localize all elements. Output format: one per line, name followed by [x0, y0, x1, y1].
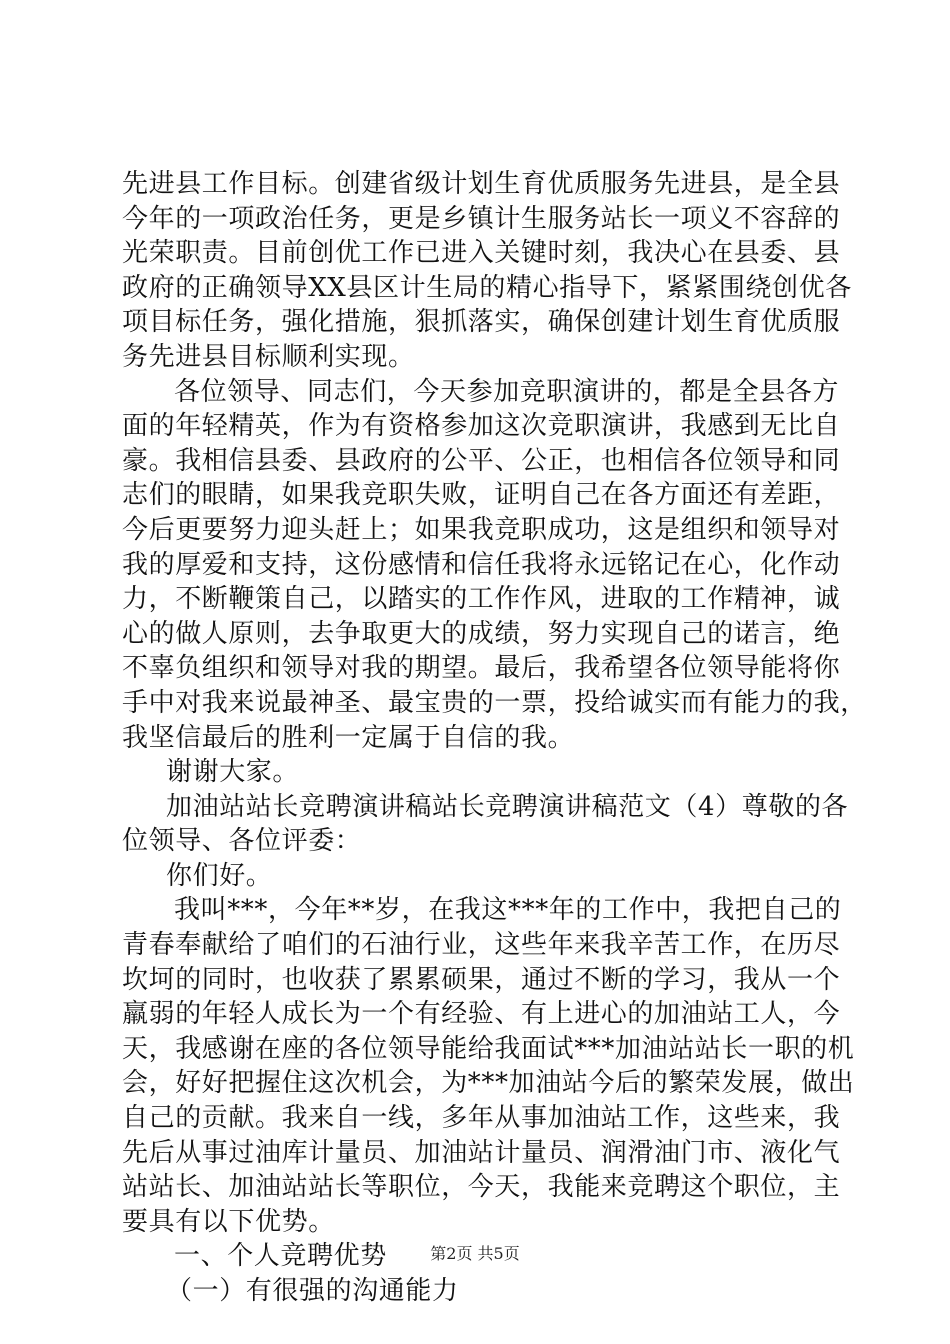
text-line: 心的做人原则，去争取更大的成绩，努力实现自己的诺言，绝: [122, 618, 841, 649]
text-line: 位领导、各位评委：: [122, 826, 362, 857]
document-body: [122, 167, 867, 1309]
text-line: 先进县工作目标。创建省级计划生育优质服务先进县，是全县: [122, 169, 841, 199]
text-line: 志们的眼睛，如果我竞职失败，证明自己在各方面还有差距，: [122, 480, 841, 511]
section-heading: 一、个人竞聘优势: [174, 1241, 387, 1272]
text-line: 今后更要努力迎头赶上；如果我竞职成功，这是组织和领导对: [122, 514, 841, 545]
text-line: 天，我感谢在座的各位领导能给我面试***加油站站长一职的机: [122, 1033, 855, 1064]
text-line: 站站长、加油站站长等职位，今天，我能来竞聘这个职位，主: [122, 1172, 841, 1203]
subsection-heading: （一）有很强的沟通能力: [166, 1276, 459, 1306]
text-line: 羸弱的年轻人成长为一个有经验、有上进心的加油站工人，今: [122, 999, 841, 1030]
text-line: 会，好好把握住这次机会，为***加油站今后的繁荣发展，做出: [122, 1068, 855, 1099]
text-line: 我的厚爱和支持，这份感情和信任我将永远铭记在心，化作动: [122, 549, 841, 580]
text-line: 青春奉献给了咱们的石油行业，这些年来我辛苦工作，在历尽: [122, 930, 841, 961]
page-number-footer: 第2页 共5页: [430, 1244, 520, 1263]
text-line: 今年的一项政治任务，更是乡镇计生服务站长一项义不容辞的: [122, 203, 841, 234]
text-line: 我坚信最后的胜利一定属于自信的我。: [122, 722, 575, 753]
text-line: 豪。我相信县委、县政府的公平、公正，也相信各位领导和同: [122, 445, 841, 476]
paragraph-start-line: 加油站站长竞聘演讲稿站长竞聘演讲稿范文（4）尊敬的各: [166, 791, 849, 822]
text-line: 政府的正确领导XX县区计生局的精心指导下，紧紧围绕创优各: [122, 272, 852, 303]
text-line: 手中对我来说最神圣、最宝贵的一票，投给诚实而有能力的我，: [122, 687, 867, 718]
paragraph-start-line: 谢谢大家。: [166, 757, 300, 788]
text-line: 先后从事过油库计量员、加油站计量员、润滑油门市、液化气: [122, 1137, 841, 1168]
text-line: 坎坷的同时，也收获了累累硕果，通过不断的学习，我从一个: [122, 964, 841, 995]
text-line: 要具有以下优势。: [122, 1206, 335, 1237]
text-line: 光荣职责。目前创优工作已进入关键时刻，我决心在县委、县: [122, 238, 841, 269]
paragraph-start-line: 我叫***，今年**岁，在我这***年的工作中，我把自己的: [174, 895, 842, 926]
text-line: 务先进县目标顺利实现。: [122, 341, 415, 372]
text-line: 项目标任务，强化措施，狠抓落实，确保创建计划生育优质服: [122, 307, 841, 338]
text-line: 自己的贡献。我来自一线，多年从事加油站工作，这些来，我: [122, 1103, 841, 1134]
paragraph-start-line: 你们好。: [166, 860, 273, 891]
text-line: 面的年轻精英，作为有资格参加这次竞职演讲，我感到无比自: [122, 411, 841, 442]
text-line: 力，不断鞭策自己，以踏实的工作作风，进取的工作精神，诚: [122, 584, 841, 615]
paragraph-start-line: 各位领导、同志们，今天参加竞职演讲的，都是全县各方: [174, 376, 840, 407]
text-line: 不辜负组织和领导对我的期望。最后，我希望各位领导能将你: [122, 653, 841, 684]
